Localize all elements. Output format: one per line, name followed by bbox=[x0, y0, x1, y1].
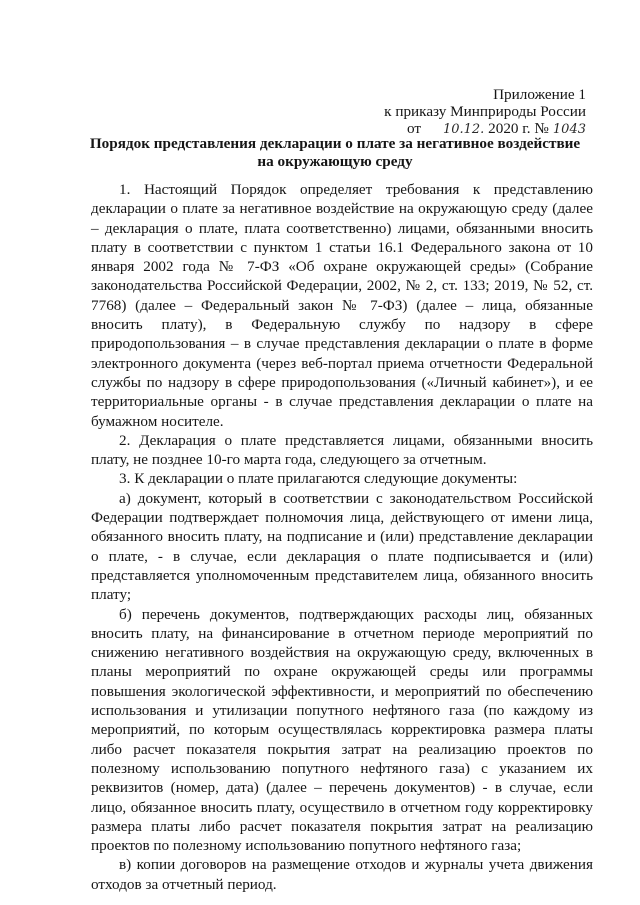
paragraph-3a: а) документ, который в соответствии с законодательством Российской Федерации подтверждает полномочия лица, действующего от имени лица, обязанного вносить плату, на подписание и (или) представление декларации о плате, - в случае, если декларация о плате подписывается и (или) представляется уполномоченным представителем лица, обязанного вносить плату; bbox=[91, 489, 593, 604]
title-line-2: на окружающую среду bbox=[257, 153, 413, 170]
paragraph-3b: б) перечень документов, подтверждающих расходы лиц, обязанных вносить плату, на финансирование в отчетном периоде мероприятий по снижению негативного воздействия на окружающую среду, включенных в планы мероприятий по охране окружающей среды или программы повышения экологической эффективности, и мероприятий по обеспечению использования и утилизации попутного нефтяного газа (по каждому из мероприятий, по которым осуществлялась корректировка размера платы либо расчет показателя покрытия затрат на реализацию проектов по полезному использованию попутного нефтяного газа) с указанием их реквизитов (номер, дата) (далее – перечень документов) - в случае, если лицо, обязанное вносить плату, осуществило в отчетном году корректировку размера платы либо расчет показателя покрытия затрат на реализацию проектов по полезному использованию попутного нефтяного газа; bbox=[91, 605, 593, 855]
document-body bbox=[91, 180, 593, 894]
paragraph-3v: в) копии договоров на размещение отходов и журналы учета движения отходов за отчетный период. bbox=[91, 856, 593, 893]
paragraph-3: 3. К декларации о плате прилагаются следующие документы: bbox=[119, 470, 518, 488]
handwritten-date: 10.12. bbox=[442, 122, 485, 137]
document-title bbox=[80, 135, 590, 171]
from-label: от bbox=[406, 120, 421, 137]
paragraph-2: 2. Декларация о плате представляется лицами, обязанными вносить плату, не позднее 10-го марта года, следующего за отчетным. bbox=[91, 431, 593, 469]
handwritten-number: 1043 bbox=[552, 122, 586, 137]
number-label: № bbox=[534, 120, 549, 137]
appendix-header bbox=[346, 86, 586, 138]
appendix-label: Приложение 1 bbox=[493, 86, 586, 103]
order-reference: к приказу Минприроды России bbox=[384, 103, 586, 120]
paragraph-1: 1. Настоящий Порядок определяет требования к представлению декларации о плате за негативное воздействие на окружающую среду (далее – декларация о плате, плата соответственно) лицами, обязанными вносить плату в соответствии с пунктом 1 статьи 16.1 Федерального закона от 10 января 2002 года № 7-ФЗ «Об охране окружающей среды» (Собрание законодательства Российской Федерации, 2002, № 2, ст. 133; 2019, № 52, ст. 7768) (далее – Федеральный закон № 7-ФЗ) (далее – лица, обязанные вносить плату), в Федеральную службу по надзору в сфере природопользования – в случае представления декларации о плате в форме электронного документа (через веб-портал приема отчетности Федеральной службы по надзору в сфере природопользования («Личный кабинет»), и ее территориальные органы - в случае представления декларации о плате на бумажном носителе. bbox=[91, 181, 593, 430]
order-year: 2020 г. bbox=[488, 120, 531, 137]
title-line-1: Порядок представления декларации о плате за негативное воздействие bbox=[89, 135, 581, 152]
